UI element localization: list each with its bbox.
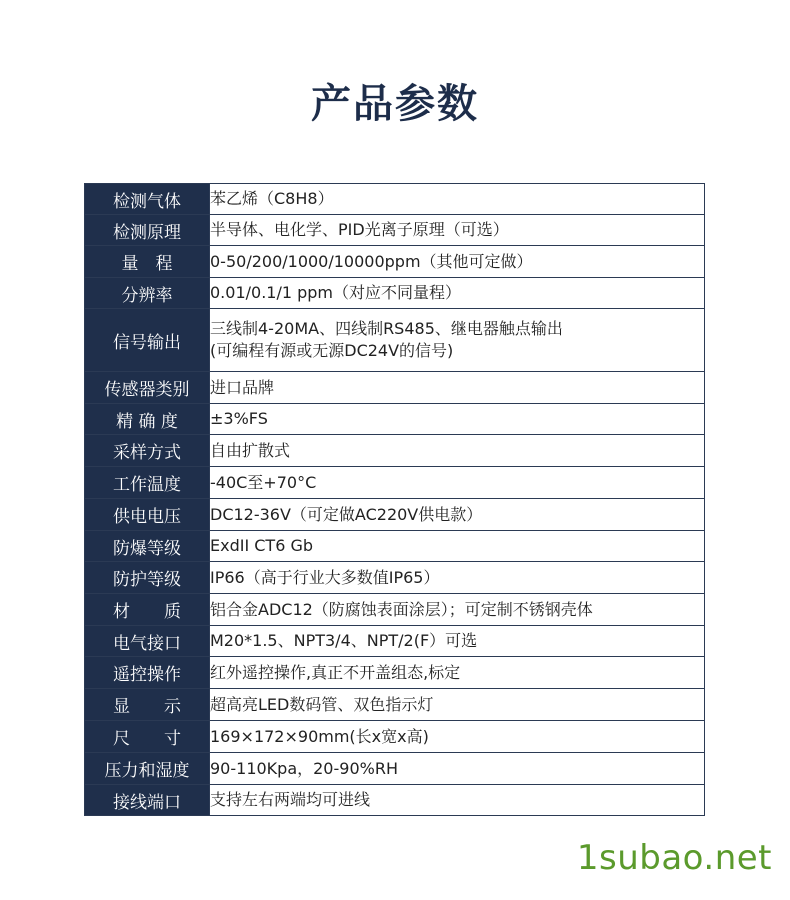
spec-value-line: 红外遥控操作,真正不开盖组态,标定 [210, 662, 461, 682]
spec-row [85, 499, 705, 531]
spec-value [210, 184, 705, 215]
spec-row [85, 184, 705, 215]
spec-key: 尺 寸 [85, 721, 210, 753]
spec-row [85, 309, 705, 372]
spec-value [210, 467, 705, 499]
spec-row [85, 594, 705, 626]
spec-value [210, 278, 705, 309]
spec-row [85, 562, 705, 594]
spec-value-line: 0.01/0.1/1 ppm（对应不同量程） [210, 283, 462, 302]
page-title: 产品参数 [311, 81, 479, 127]
spec-value [210, 785, 705, 816]
spec-row [85, 372, 705, 404]
spec-key: 采样方式 [85, 435, 210, 467]
spec-row [85, 531, 705, 562]
spec-key: 传感器类别 [85, 372, 210, 404]
spec-row [85, 753, 705, 785]
spec-value-line: IP66（高于行业大多数值IP65） [210, 567, 440, 587]
spec-row [85, 785, 705, 816]
spec-key: 精 确 度 [85, 404, 210, 435]
spec-key: 防护等级 [85, 562, 210, 594]
spec-key: 遥控操作 [85, 657, 210, 689]
spec-key: 工作温度 [85, 467, 210, 499]
spec-row [85, 246, 705, 278]
spec-value-line: (可编程有源或无源DC24V的信号) [210, 341, 454, 360]
spec-value-line: 169×172×90mm(长x宽x高) [210, 726, 429, 746]
spec-value [210, 626, 705, 657]
spec-value-line: M20*1.5、NPT3/4、NPT/2(F）可选 [210, 631, 478, 650]
spec-value-line: 自由扩散式 [210, 440, 291, 460]
spec-value-line: 超高亮LED数码管、双色指示灯 [210, 694, 434, 714]
spec-key: 供电电压 [85, 499, 210, 531]
spec-value [210, 689, 705, 721]
spec-value-line: 半导体、电化学、PID光离子原理（可选） [210, 220, 509, 239]
spec-key: 检测气体 [85, 184, 210, 215]
watermark: 1subao.net [576, 838, 772, 878]
spec-value [210, 215, 705, 246]
spec-row [85, 215, 705, 246]
spec-value-line: ±3%FS [210, 409, 268, 428]
spec-value [210, 657, 705, 689]
spec-key: 检测原理 [85, 215, 210, 246]
spec-value-line: 三线制4-20MA、四线制RS485、继电器触点输出 [210, 319, 563, 338]
spec-row [85, 721, 705, 753]
spec-key: 压力和湿度 [85, 753, 210, 785]
spec-value-line: 苯乙烯（C8H8） [210, 189, 334, 208]
spec-value-line: 90-110Kpa，20-90%RH [210, 758, 398, 778]
spec-table [84, 183, 705, 816]
spec-value [210, 246, 705, 278]
spec-value-line: 进口品牌 [210, 377, 275, 397]
spec-value [210, 499, 705, 531]
spec-value-line: -40C至+70°C [210, 472, 317, 492]
spec-value [210, 435, 705, 467]
spec-value [210, 404, 705, 435]
spec-value [210, 721, 705, 753]
spec-value [210, 531, 705, 562]
spec-row [85, 278, 705, 309]
spec-value-line: ExdII CT6 Gb [210, 536, 314, 555]
spec-value-line: 0-50/200/1000/10000ppm（其他可定做） [210, 251, 533, 271]
spec-value-line: 铝合金ADC12（防腐蚀表面涂层）；可定制不锈钢壳体 [210, 599, 593, 619]
spec-key: 分辨率 [85, 278, 210, 309]
spec-value-line: 支持左右两端均可进线 [210, 790, 371, 809]
spec-row [85, 689, 705, 721]
spec-row [85, 626, 705, 657]
spec-row [85, 657, 705, 689]
spec-value [210, 562, 705, 594]
spec-value [210, 594, 705, 626]
spec-row [85, 467, 705, 499]
spec-row [85, 404, 705, 435]
spec-value [210, 309, 705, 372]
spec-key: 显 示 [85, 689, 210, 721]
spec-value [210, 372, 705, 404]
spec-key: 电气接口 [85, 626, 210, 657]
spec-key: 信号输出 [85, 309, 210, 372]
spec-key: 材 质 [85, 594, 210, 626]
spec-key: 接线端口 [85, 785, 210, 816]
spec-row [85, 435, 705, 467]
spec-key: 量 程 [85, 246, 210, 278]
spec-key: 防爆等级 [85, 531, 210, 562]
spec-value-line: DC12-36V（可定做AC220V供电款） [210, 504, 483, 524]
spec-value [210, 753, 705, 785]
